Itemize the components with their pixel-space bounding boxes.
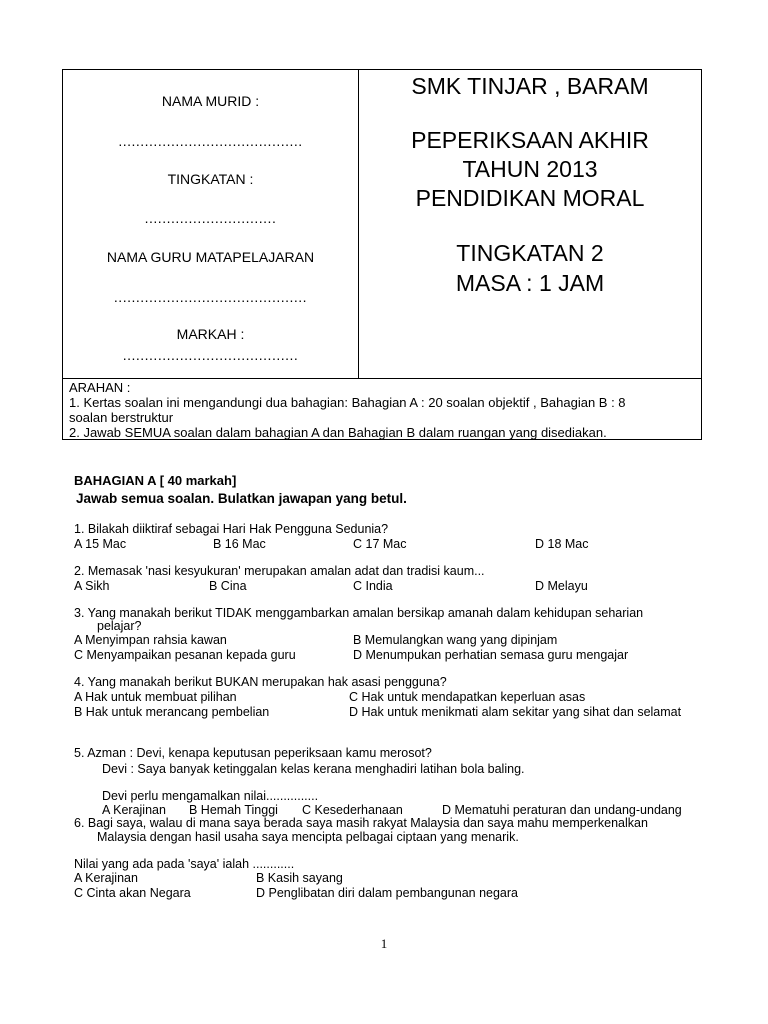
q1-option-c[interactable]: C 17 Mac xyxy=(353,537,407,551)
q3-option-b[interactable]: B Memulangkan wang yang dipinjam xyxy=(353,633,558,647)
q1-option-b[interactable]: B 16 Mac xyxy=(213,537,266,551)
section-instruction: Jawab semua soalan. Bulatkan jawapan yang betul. xyxy=(76,491,407,506)
exam-title: PEPERIKSAAN AKHIR xyxy=(411,127,649,153)
question-1: 1. Bilakah diiktiraf sebagai Hari Hak Pengguna Sedunia? xyxy=(74,522,389,536)
question-3-cont: pelajar? xyxy=(97,619,142,633)
exam-info-cell xyxy=(359,70,701,378)
question-2: 2. Memasak 'nasi kesyukuran' merupakan amalan adat dan tradisi kaum... xyxy=(74,564,485,578)
q6-option-c[interactable]: C Cinta akan Negara xyxy=(74,886,191,900)
instructions-box xyxy=(62,378,702,440)
student-info-cell xyxy=(63,70,358,378)
q3-option-a[interactable]: A Menyimpan rahsia kawan xyxy=(74,633,227,647)
q4-option-d[interactable]: D Hak untuk menikmati alam sekitar yang sihat dan selamat xyxy=(349,705,682,719)
nama-murid-label: NAMA MURID : xyxy=(161,93,260,109)
question-3: 3. Yang manakah berikut TIDAK menggambarkan amalan bersikap amanah dalam kehidupan seharian xyxy=(74,606,644,620)
q4-option-c[interactable]: C Hak untuk mendapatkan keperluan asas xyxy=(349,690,586,704)
nama-murid-field[interactable]: .......................................... xyxy=(118,133,303,149)
instruction-1-cont: soalan berstruktur xyxy=(69,410,174,425)
nama-guru-label: NAMA GURU MATAPELAJARAN xyxy=(106,249,315,265)
exam-year: TAHUN 2013 xyxy=(462,156,598,182)
question-6-cont: Malaysia dengan hasil usaha saya mencipta pelbagai ciptaan yang menarik. xyxy=(97,830,519,844)
question-5: 5. Azman : Devi, kenapa keputusan peperiksaan kamu merosot? xyxy=(74,746,432,760)
q2-option-a[interactable]: A Sikh xyxy=(74,579,110,593)
question-6-prompt: Nilai yang ada pada 'saya' ialah ............ xyxy=(74,857,295,871)
question-5-dialogue: Devi : Saya banyak ketinggalan kelas kerana menghadiri latihan bola baling. xyxy=(102,762,525,776)
q6-option-d[interactable]: D Penglibatan diri dalam pembangunan negara xyxy=(256,886,518,900)
q4-option-b[interactable]: B Hak untuk merancang pembelian xyxy=(74,705,270,719)
q4-option-a[interactable]: A Hak untuk membuat pilihan xyxy=(74,690,237,704)
instruction-2: 2. Jawab SEMUA soalan dalam bahagian A dan Bahagian B dalam ruangan yang disediakan. xyxy=(69,425,607,440)
q5-option-a[interactable]: A Kerajinan xyxy=(102,803,166,817)
instruction-1: 1. Kertas soalan ini mengandungi dua bahagian: Bahagian A : 20 soalan objektif , Bahagian B : 8 xyxy=(69,395,626,410)
q2-option-c[interactable]: C India xyxy=(353,579,393,593)
q5-option-b[interactable]: B Hemah Tinggi xyxy=(189,803,278,817)
question-6: 6. Bagi saya, walau di mana saya berada saya masih rakyat Malaysia dan saya mahu memperkenalkan xyxy=(74,816,648,830)
q5-option-c[interactable]: C Kesederhanaan xyxy=(302,803,403,817)
q6-option-a[interactable]: A Kerajinan xyxy=(74,871,138,885)
form-level: TINGKATAN 2 xyxy=(456,240,604,266)
q1-option-a[interactable]: A 15 Mac xyxy=(74,537,127,551)
q2-option-b[interactable]: B Cina xyxy=(209,579,247,593)
question-5-prompt: Devi perlu mengamalkan nilai............... xyxy=(102,789,319,803)
question-4: 4. Yang manakah berikut BUKAN merupakan hak asasi pengguna? xyxy=(74,675,447,689)
instructions-title: ARAHAN : xyxy=(69,380,131,395)
section-title: BAHAGIAN A [ 40 markah] xyxy=(74,473,237,488)
q3-option-d[interactable]: D Menumpukan perhatian semasa guru mengajar xyxy=(353,648,629,662)
markah-label: MARKAH : xyxy=(176,326,245,342)
q3-option-c[interactable]: C Menyampaikan pesanan kepada guru xyxy=(74,648,296,662)
q2-option-d[interactable]: D Melayu xyxy=(535,579,588,593)
tingkatan-label: TINGKATAN : xyxy=(167,171,254,187)
page-number: 1 xyxy=(380,936,388,951)
school-name: SMK TINJAR , BARAM xyxy=(411,73,649,99)
q5-option-d[interactable]: D Mematuhi peraturan dan undang-undang xyxy=(442,803,682,817)
subject-title: PENDIDIKAN MORAL xyxy=(415,185,645,211)
q6-option-b[interactable]: B Kasih sayang xyxy=(256,871,343,885)
header-table xyxy=(62,69,702,379)
q1-option-d[interactable]: D 18 Mac xyxy=(535,537,589,551)
exam-duration: MASA : 1 JAM xyxy=(455,270,605,296)
tingkatan-field[interactable]: .............................. xyxy=(144,210,277,226)
nama-guru-field[interactable]: ............................................ xyxy=(113,289,308,305)
markah-field[interactable]: ........................................ xyxy=(122,347,299,363)
